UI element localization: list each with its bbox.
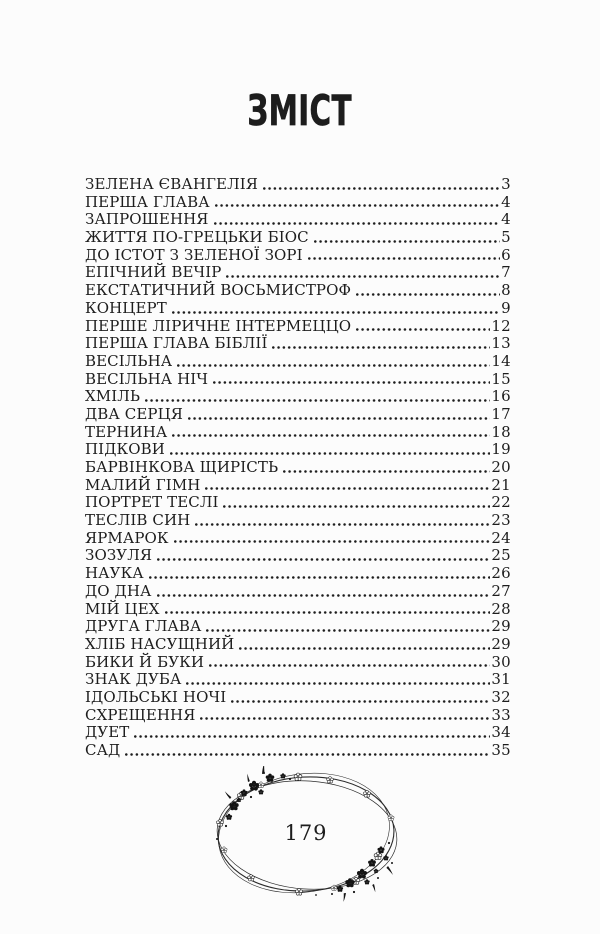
dotted-leader xyxy=(308,256,501,261)
toc-entry xyxy=(85,494,511,512)
toc-entry xyxy=(85,477,511,495)
dotted-leader xyxy=(263,186,500,191)
toc-entry xyxy=(85,583,511,601)
toc-entry xyxy=(85,229,511,247)
dotted-leader xyxy=(200,716,490,721)
toc-entry-page: 17 xyxy=(491,404,511,423)
toc-entry xyxy=(85,176,511,194)
toc-entry-page: 26 xyxy=(491,564,511,583)
toc-entry-page: 4 xyxy=(501,210,511,229)
toc-entry xyxy=(85,388,511,406)
dotted-leader xyxy=(205,486,490,491)
dotted-leader xyxy=(231,699,490,704)
toc-entry-page: 35 xyxy=(491,741,511,759)
dotted-leader xyxy=(214,221,501,226)
toc-entry-title: ДО ДНА xyxy=(85,581,152,600)
toc-entry-title: ХЛІБ НАСУЩНИЙ xyxy=(85,634,235,653)
toc-entry-page: 29 xyxy=(491,617,511,636)
toc-entry xyxy=(85,406,511,424)
toc-entry xyxy=(85,353,511,371)
dotted-leader xyxy=(206,628,490,633)
dotted-leader xyxy=(157,557,490,562)
toc-entry-page: 29 xyxy=(491,634,511,653)
toc-entry-title: ЕПІЧНИЙ ВЕЧІР xyxy=(85,263,222,282)
toc-entry-title: ВЕСІЛЬНА НІЧ xyxy=(85,369,209,388)
toc-entry-title: БАРВІНКОВА ЩИРІСТЬ xyxy=(85,458,279,476)
toc-entry-title: ТЕРНИНА xyxy=(85,422,168,441)
toc-entry-page: 16 xyxy=(491,387,511,406)
toc-entry-page: 31 xyxy=(491,670,511,689)
toc-entry-title: ПЕРШЕ ЛІРИЧНЕ ІНТЕРМЕЦЦО xyxy=(85,316,352,335)
dotted-leader xyxy=(177,363,490,368)
toc-entry-page: 12 xyxy=(491,316,511,335)
dotted-leader xyxy=(186,681,490,686)
toc-entry-page: 22 xyxy=(491,493,511,512)
dotted-leader xyxy=(172,310,500,315)
toc-entry xyxy=(85,618,511,636)
dotted-leader xyxy=(195,522,490,527)
toc-entry-title: ПОРТРЕТ ТЕСЛІ xyxy=(85,493,219,512)
toc-entry xyxy=(85,194,511,212)
toc-entry xyxy=(85,282,511,300)
toc-entry-page: 15 xyxy=(491,369,511,388)
toc-entry-title: НАУКА xyxy=(85,564,144,583)
toc-entry-page: 18 xyxy=(491,422,511,441)
toc-entry xyxy=(85,247,511,265)
toc-entry-title: ПЕРША ГЛАВА БІБЛІЇ xyxy=(85,334,268,353)
toc-entry-page: 9 xyxy=(501,298,511,317)
toc-entry-page: 4 xyxy=(501,192,511,211)
toc-entry-title: ДВА СЕРЦЯ xyxy=(85,404,183,423)
dotted-leader xyxy=(223,504,490,509)
toc-entry-title: ДУЕТ xyxy=(85,723,130,742)
toc-entry-title: МІЙ ЦЕХ xyxy=(85,599,160,618)
wreath-ornament xyxy=(204,766,404,906)
toc-entry-title: ВЕСІЛЬНА xyxy=(85,351,173,370)
toc-entry-page: 8 xyxy=(501,281,511,300)
toc-entry-page: 27 xyxy=(491,581,511,600)
toc-entry-title: ДО ІСТОТ З ЗЕЛЕНОЇ ЗОРІ xyxy=(85,245,303,264)
toc-entry-title: ЗНАК ДУБА xyxy=(85,670,182,689)
dotted-leader xyxy=(172,433,490,438)
toc-entry-title: ЕКСТАТИЧНИЙ ВОСЬМИСТРОФ xyxy=(85,281,352,300)
toc-entry-title: ІДОЛЬСЬКІ НОЧІ xyxy=(85,687,227,706)
toc-entry xyxy=(85,318,511,336)
toc-entry-page: 33 xyxy=(491,705,511,724)
toc-entry-page: 32 xyxy=(491,687,511,706)
toc-entry xyxy=(85,636,511,654)
toc-entry xyxy=(85,424,511,442)
page-title xyxy=(0,86,600,135)
toc-entry-title: ХМІЛЬ xyxy=(85,387,141,406)
dotted-leader xyxy=(356,292,500,297)
toc-entry-page: 7 xyxy=(501,263,511,282)
toc-entry xyxy=(85,689,511,707)
dotted-leader xyxy=(209,663,490,668)
toc-entry-page: 19 xyxy=(491,440,511,459)
toc-list xyxy=(85,176,511,760)
toc-entry xyxy=(85,300,511,318)
toc-entry-page: 24 xyxy=(491,528,511,547)
toc-entry-title: МАЛИЙ ГІМН xyxy=(85,475,201,494)
dotted-leader xyxy=(314,239,500,244)
dotted-leader xyxy=(213,380,490,385)
toc-entry xyxy=(85,724,511,742)
toc-entry xyxy=(85,335,511,353)
dotted-leader xyxy=(272,345,490,350)
dotted-leader xyxy=(356,327,490,332)
dotted-leader xyxy=(170,451,490,456)
toc-entry-title: КОНЦЕРТ xyxy=(85,298,167,317)
dotted-leader xyxy=(145,398,490,403)
toc-entry-page: 21 xyxy=(491,475,511,494)
dotted-leader xyxy=(149,575,491,580)
dotted-leader xyxy=(188,416,490,421)
dotted-leader xyxy=(134,734,490,739)
toc-entry-page: 3 xyxy=(501,175,511,193)
toc-entry xyxy=(85,742,511,760)
toc-entry-page: 20 xyxy=(491,458,511,476)
toc-entry xyxy=(85,512,511,530)
toc-entry xyxy=(85,264,511,282)
toc-entry-title: ПІДКОВИ xyxy=(85,440,165,459)
toc-entry-title: ДРУГА ГЛАВА xyxy=(85,617,202,636)
toc-entry-title: ЖИТТЯ ПО-ГРЕЦЬКИ БІОС xyxy=(85,228,309,247)
toc-entry-page: 5 xyxy=(501,228,511,247)
toc-entry xyxy=(85,547,511,565)
dotted-leader xyxy=(215,203,500,208)
toc-entry-title: СХРЕЩЕННЯ xyxy=(85,705,196,724)
dotted-leader xyxy=(226,274,500,279)
toc-entry-title: ЗАПРОШЕННЯ xyxy=(85,210,209,229)
toc-entry-title: ТЕСЛІВ СИН xyxy=(85,511,191,530)
toc-entry-title: БИКИ Й БУКИ xyxy=(85,652,205,671)
toc-entry-page: 34 xyxy=(491,723,511,742)
toc-entry xyxy=(85,654,511,672)
toc-entry xyxy=(85,671,511,689)
toc-entry-title: САД xyxy=(85,741,121,759)
toc-entry xyxy=(85,601,511,619)
toc-entry xyxy=(85,371,511,389)
toc-entry xyxy=(85,707,511,725)
toc-entry-page: 23 xyxy=(491,511,511,530)
toc-entry-title: ЯРМАРОК xyxy=(85,528,169,547)
toc-entry-page: 13 xyxy=(491,334,511,353)
toc-entry-page: 28 xyxy=(491,599,511,618)
toc-entry-page: 25 xyxy=(491,546,511,565)
toc-entry xyxy=(85,530,511,548)
dotted-leader xyxy=(165,610,491,615)
dotted-leader xyxy=(125,752,490,757)
toc-entry-page: 30 xyxy=(491,652,511,671)
dotted-leader xyxy=(239,646,490,651)
dotted-leader xyxy=(157,593,491,598)
dotted-leader xyxy=(283,469,490,474)
toc-entry xyxy=(85,441,511,459)
page-number: 179 xyxy=(284,821,328,845)
toc-entry-title: ЗОЗУЛЯ xyxy=(85,546,153,565)
toc-entry xyxy=(85,565,511,583)
toc-entry-title: ЗЕЛЕНА ЄВАНГЕЛІЯ xyxy=(85,175,258,193)
toc-entry-title: ПЕРША ГЛАВА xyxy=(85,192,210,211)
toc-entry-page: 6 xyxy=(501,245,511,264)
dotted-leader xyxy=(174,539,491,544)
toc-entry xyxy=(85,211,511,229)
page-title-text: ЗМІСТ xyxy=(247,86,353,135)
toc-entry xyxy=(85,459,511,477)
toc-entry-page: 14 xyxy=(491,351,511,370)
